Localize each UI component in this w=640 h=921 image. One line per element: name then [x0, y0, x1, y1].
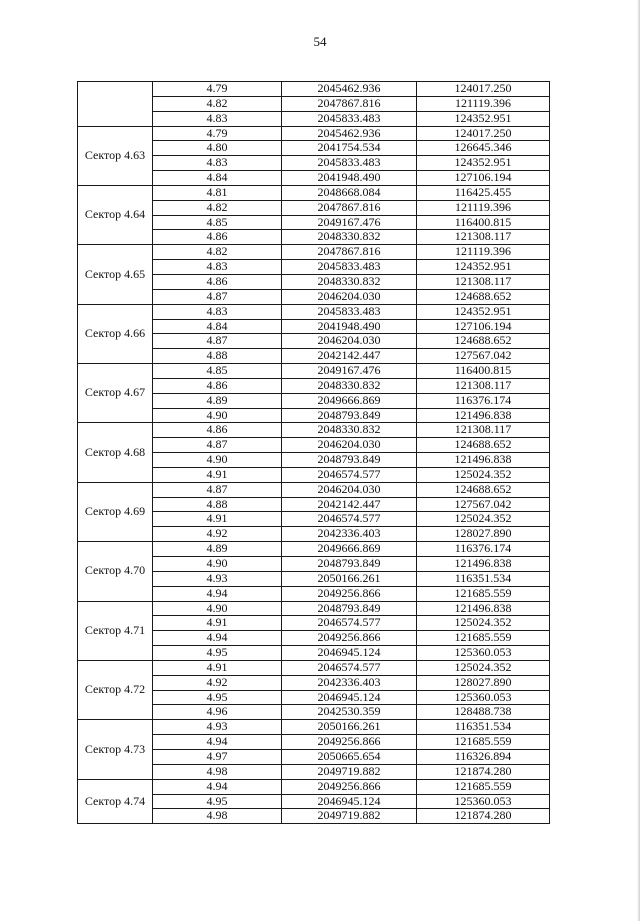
y-coordinate: 125024.352	[417, 660, 550, 675]
y-coordinate: 124352.951	[417, 111, 550, 126]
page-number: 54	[313, 34, 327, 49]
x-coordinate: 2046204.030	[282, 334, 417, 349]
point-number: 4.94	[153, 735, 282, 750]
y-coordinate: 116425.455	[417, 185, 550, 200]
x-coordinate: 2048330.832	[282, 378, 417, 393]
point-number: 4.83	[153, 304, 282, 319]
point-number: 4.86	[153, 423, 282, 438]
point-number: 4.91	[153, 616, 282, 631]
y-coordinate: 116400.815	[417, 364, 550, 379]
x-coordinate: 2042142.447	[282, 349, 417, 364]
y-coordinate: 121308.117	[417, 274, 550, 289]
x-coordinate: 2042336.403	[282, 527, 417, 542]
x-coordinate: 2046945.124	[282, 690, 417, 705]
y-coordinate: 121874.280	[417, 809, 550, 824]
table-row	[78, 601, 550, 616]
point-number: 4.83	[153, 111, 282, 126]
sector-label: Сектор 4.69	[78, 482, 153, 541]
point-number: 4.95	[153, 690, 282, 705]
x-coordinate: 2046204.030	[282, 438, 417, 453]
point-number: 4.96	[153, 705, 282, 720]
point-number: 4.85	[153, 215, 282, 230]
x-coordinate: 2042142.447	[282, 497, 417, 512]
x-coordinate: 2049256.866	[282, 735, 417, 750]
y-coordinate: 127567.042	[417, 497, 550, 512]
y-coordinate: 128027.890	[417, 527, 550, 542]
sector-label: Сектор 4.73	[78, 720, 153, 779]
y-coordinate: 121685.559	[417, 586, 550, 601]
point-number: 4.91	[153, 467, 282, 482]
point-number: 4.80	[153, 141, 282, 156]
y-coordinate: 124017.250	[417, 126, 550, 141]
y-coordinate: 125024.352	[417, 512, 550, 527]
x-coordinate: 2050665.654	[282, 749, 417, 764]
x-coordinate: 2049167.476	[282, 364, 417, 379]
table-row	[78, 423, 550, 438]
x-coordinate: 2046945.124	[282, 794, 417, 809]
table-row	[78, 126, 550, 141]
x-coordinate: 2046574.577	[282, 660, 417, 675]
point-number: 4.79	[153, 82, 282, 97]
point-number: 4.82	[153, 200, 282, 215]
x-coordinate: 2041754.534	[282, 141, 417, 156]
x-coordinate: 2048793.849	[282, 453, 417, 468]
y-coordinate: 124688.652	[417, 334, 550, 349]
y-coordinate: 125024.352	[417, 616, 550, 631]
x-coordinate: 2045833.483	[282, 156, 417, 171]
sector-label: Сектор 4.64	[78, 185, 153, 244]
y-coordinate: 121496.838	[417, 453, 550, 468]
y-coordinate: 128488.738	[417, 705, 550, 720]
x-coordinate: 2048330.832	[282, 423, 417, 438]
point-number: 4.84	[153, 171, 282, 186]
point-number: 4.94	[153, 631, 282, 646]
x-coordinate: 2046574.577	[282, 512, 417, 527]
sector-label: Сектор 4.74	[78, 779, 153, 824]
x-coordinate: 2048793.849	[282, 557, 417, 572]
point-number: 4.90	[153, 453, 282, 468]
x-coordinate: 2050166.261	[282, 571, 417, 586]
point-number: 4.87	[153, 289, 282, 304]
y-coordinate: 124352.951	[417, 304, 550, 319]
x-coordinate: 2046204.030	[282, 482, 417, 497]
x-coordinate: 2047867.816	[282, 200, 417, 215]
point-number: 4.84	[153, 319, 282, 334]
x-coordinate: 2046574.577	[282, 467, 417, 482]
y-coordinate: 121308.117	[417, 423, 550, 438]
x-coordinate: 2045833.483	[282, 260, 417, 275]
y-coordinate: 116351.534	[417, 571, 550, 586]
point-number: 4.81	[153, 185, 282, 200]
point-number: 4.86	[153, 274, 282, 289]
x-coordinate: 2048330.832	[282, 274, 417, 289]
point-number: 4.93	[153, 720, 282, 735]
x-coordinate: 2046204.030	[282, 289, 417, 304]
point-number: 4.94	[153, 586, 282, 601]
point-number: 4.89	[153, 393, 282, 408]
y-coordinate: 116376.174	[417, 393, 550, 408]
y-coordinate: 121496.838	[417, 601, 550, 616]
x-coordinate: 2050166.261	[282, 720, 417, 735]
x-coordinate: 2049666.869	[282, 393, 417, 408]
sector-label: Сектор 4.66	[78, 304, 153, 363]
table-row	[78, 482, 550, 497]
table-row	[78, 364, 550, 379]
point-number: 4.86	[153, 230, 282, 245]
y-coordinate: 121308.117	[417, 378, 550, 393]
y-coordinate: 127106.194	[417, 319, 550, 334]
table-body	[78, 82, 550, 824]
x-coordinate: 2047867.816	[282, 245, 417, 260]
y-coordinate: 116400.815	[417, 215, 550, 230]
point-number: 4.82	[153, 245, 282, 260]
y-coordinate: 124352.951	[417, 260, 550, 275]
y-coordinate: 125360.053	[417, 794, 550, 809]
x-coordinate: 2049256.866	[282, 631, 417, 646]
sector-label: Сектор 4.63	[78, 126, 153, 185]
sector-label: Сектор 4.71	[78, 601, 153, 660]
y-coordinate: 121685.559	[417, 631, 550, 646]
x-coordinate: 2045833.483	[282, 111, 417, 126]
point-number: 4.91	[153, 512, 282, 527]
point-number: 4.92	[153, 675, 282, 690]
sector-coordinates-table	[77, 81, 550, 824]
y-coordinate: 125024.352	[417, 467, 550, 482]
x-coordinate: 2045833.483	[282, 304, 417, 319]
point-number: 4.79	[153, 126, 282, 141]
point-number: 4.85	[153, 364, 282, 379]
point-number: 4.91	[153, 660, 282, 675]
x-coordinate: 2042530.359	[282, 705, 417, 720]
point-number: 4.95	[153, 794, 282, 809]
y-coordinate: 116351.534	[417, 720, 550, 735]
point-number: 4.90	[153, 557, 282, 572]
x-coordinate: 2047867.816	[282, 96, 417, 111]
x-coordinate: 2041948.490	[282, 171, 417, 186]
x-coordinate: 2046945.124	[282, 646, 417, 661]
y-coordinate: 124017.250	[417, 82, 550, 97]
x-coordinate: 2049719.882	[282, 764, 417, 779]
point-number: 4.90	[153, 408, 282, 423]
point-number: 4.88	[153, 349, 282, 364]
y-coordinate: 121496.838	[417, 557, 550, 572]
y-coordinate: 125360.053	[417, 646, 550, 661]
point-number: 4.87	[153, 334, 282, 349]
point-number: 4.98	[153, 809, 282, 824]
sector-label: Сектор 4.70	[78, 542, 153, 601]
point-number: 4.98	[153, 764, 282, 779]
table-row	[78, 542, 550, 557]
x-coordinate: 2045462.936	[282, 82, 417, 97]
x-coordinate: 2042336.403	[282, 675, 417, 690]
y-coordinate: 127567.042	[417, 349, 550, 364]
y-coordinate: 121119.396	[417, 245, 550, 260]
point-number: 4.90	[153, 601, 282, 616]
y-coordinate: 116326.894	[417, 749, 550, 764]
sector-label: Сектор 4.67	[78, 364, 153, 423]
x-coordinate: 2045462.936	[282, 126, 417, 141]
y-coordinate: 126645.346	[417, 141, 550, 156]
sector-label: Сектор 4.68	[78, 423, 153, 482]
point-number: 4.89	[153, 542, 282, 557]
table-row	[78, 245, 550, 260]
table-row	[78, 720, 550, 735]
y-coordinate: 124352.951	[417, 156, 550, 171]
point-number: 4.87	[153, 438, 282, 453]
x-coordinate: 2049256.866	[282, 586, 417, 601]
x-coordinate: 2049167.476	[282, 215, 417, 230]
point-number: 4.86	[153, 378, 282, 393]
y-coordinate: 124688.652	[417, 438, 550, 453]
x-coordinate: 2048793.849	[282, 408, 417, 423]
table-row	[78, 82, 550, 97]
sector-label: Сектор 4.65	[78, 245, 153, 304]
point-number: 4.87	[153, 482, 282, 497]
y-coordinate: 125360.053	[417, 690, 550, 705]
point-number: 4.92	[153, 527, 282, 542]
y-coordinate: 121119.396	[417, 200, 550, 215]
point-number: 4.97	[153, 749, 282, 764]
y-coordinate: 121685.559	[417, 735, 550, 750]
point-number: 4.94	[153, 779, 282, 794]
sector-label	[78, 82, 153, 127]
y-coordinate: 124688.652	[417, 289, 550, 304]
y-coordinate: 121685.559	[417, 779, 550, 794]
point-number: 4.83	[153, 156, 282, 171]
y-coordinate: 127106.194	[417, 171, 550, 186]
y-coordinate: 121874.280	[417, 764, 550, 779]
y-coordinate: 116376.174	[417, 542, 550, 557]
point-number: 4.95	[153, 646, 282, 661]
y-coordinate: 121119.396	[417, 96, 550, 111]
x-coordinate: 2049256.866	[282, 779, 417, 794]
sector-label: Сектор 4.72	[78, 660, 153, 719]
point-number: 4.88	[153, 497, 282, 512]
point-number: 4.82	[153, 96, 282, 111]
y-coordinate: 124688.652	[417, 482, 550, 497]
x-coordinate: 2048668.084	[282, 185, 417, 200]
y-coordinate: 128027.890	[417, 675, 550, 690]
y-coordinate: 121496.838	[417, 408, 550, 423]
table-row	[78, 779, 550, 794]
x-coordinate: 2048793.849	[282, 601, 417, 616]
table-row	[78, 660, 550, 675]
point-number: 4.83	[153, 260, 282, 275]
x-coordinate: 2048330.832	[282, 230, 417, 245]
table-row	[78, 185, 550, 200]
table-row	[78, 304, 550, 319]
x-coordinate: 2049719.882	[282, 809, 417, 824]
x-coordinate: 2049666.869	[282, 542, 417, 557]
y-coordinate: 121308.117	[417, 230, 550, 245]
x-coordinate: 2041948.490	[282, 319, 417, 334]
x-coordinate: 2046574.577	[282, 616, 417, 631]
point-number: 4.93	[153, 571, 282, 586]
